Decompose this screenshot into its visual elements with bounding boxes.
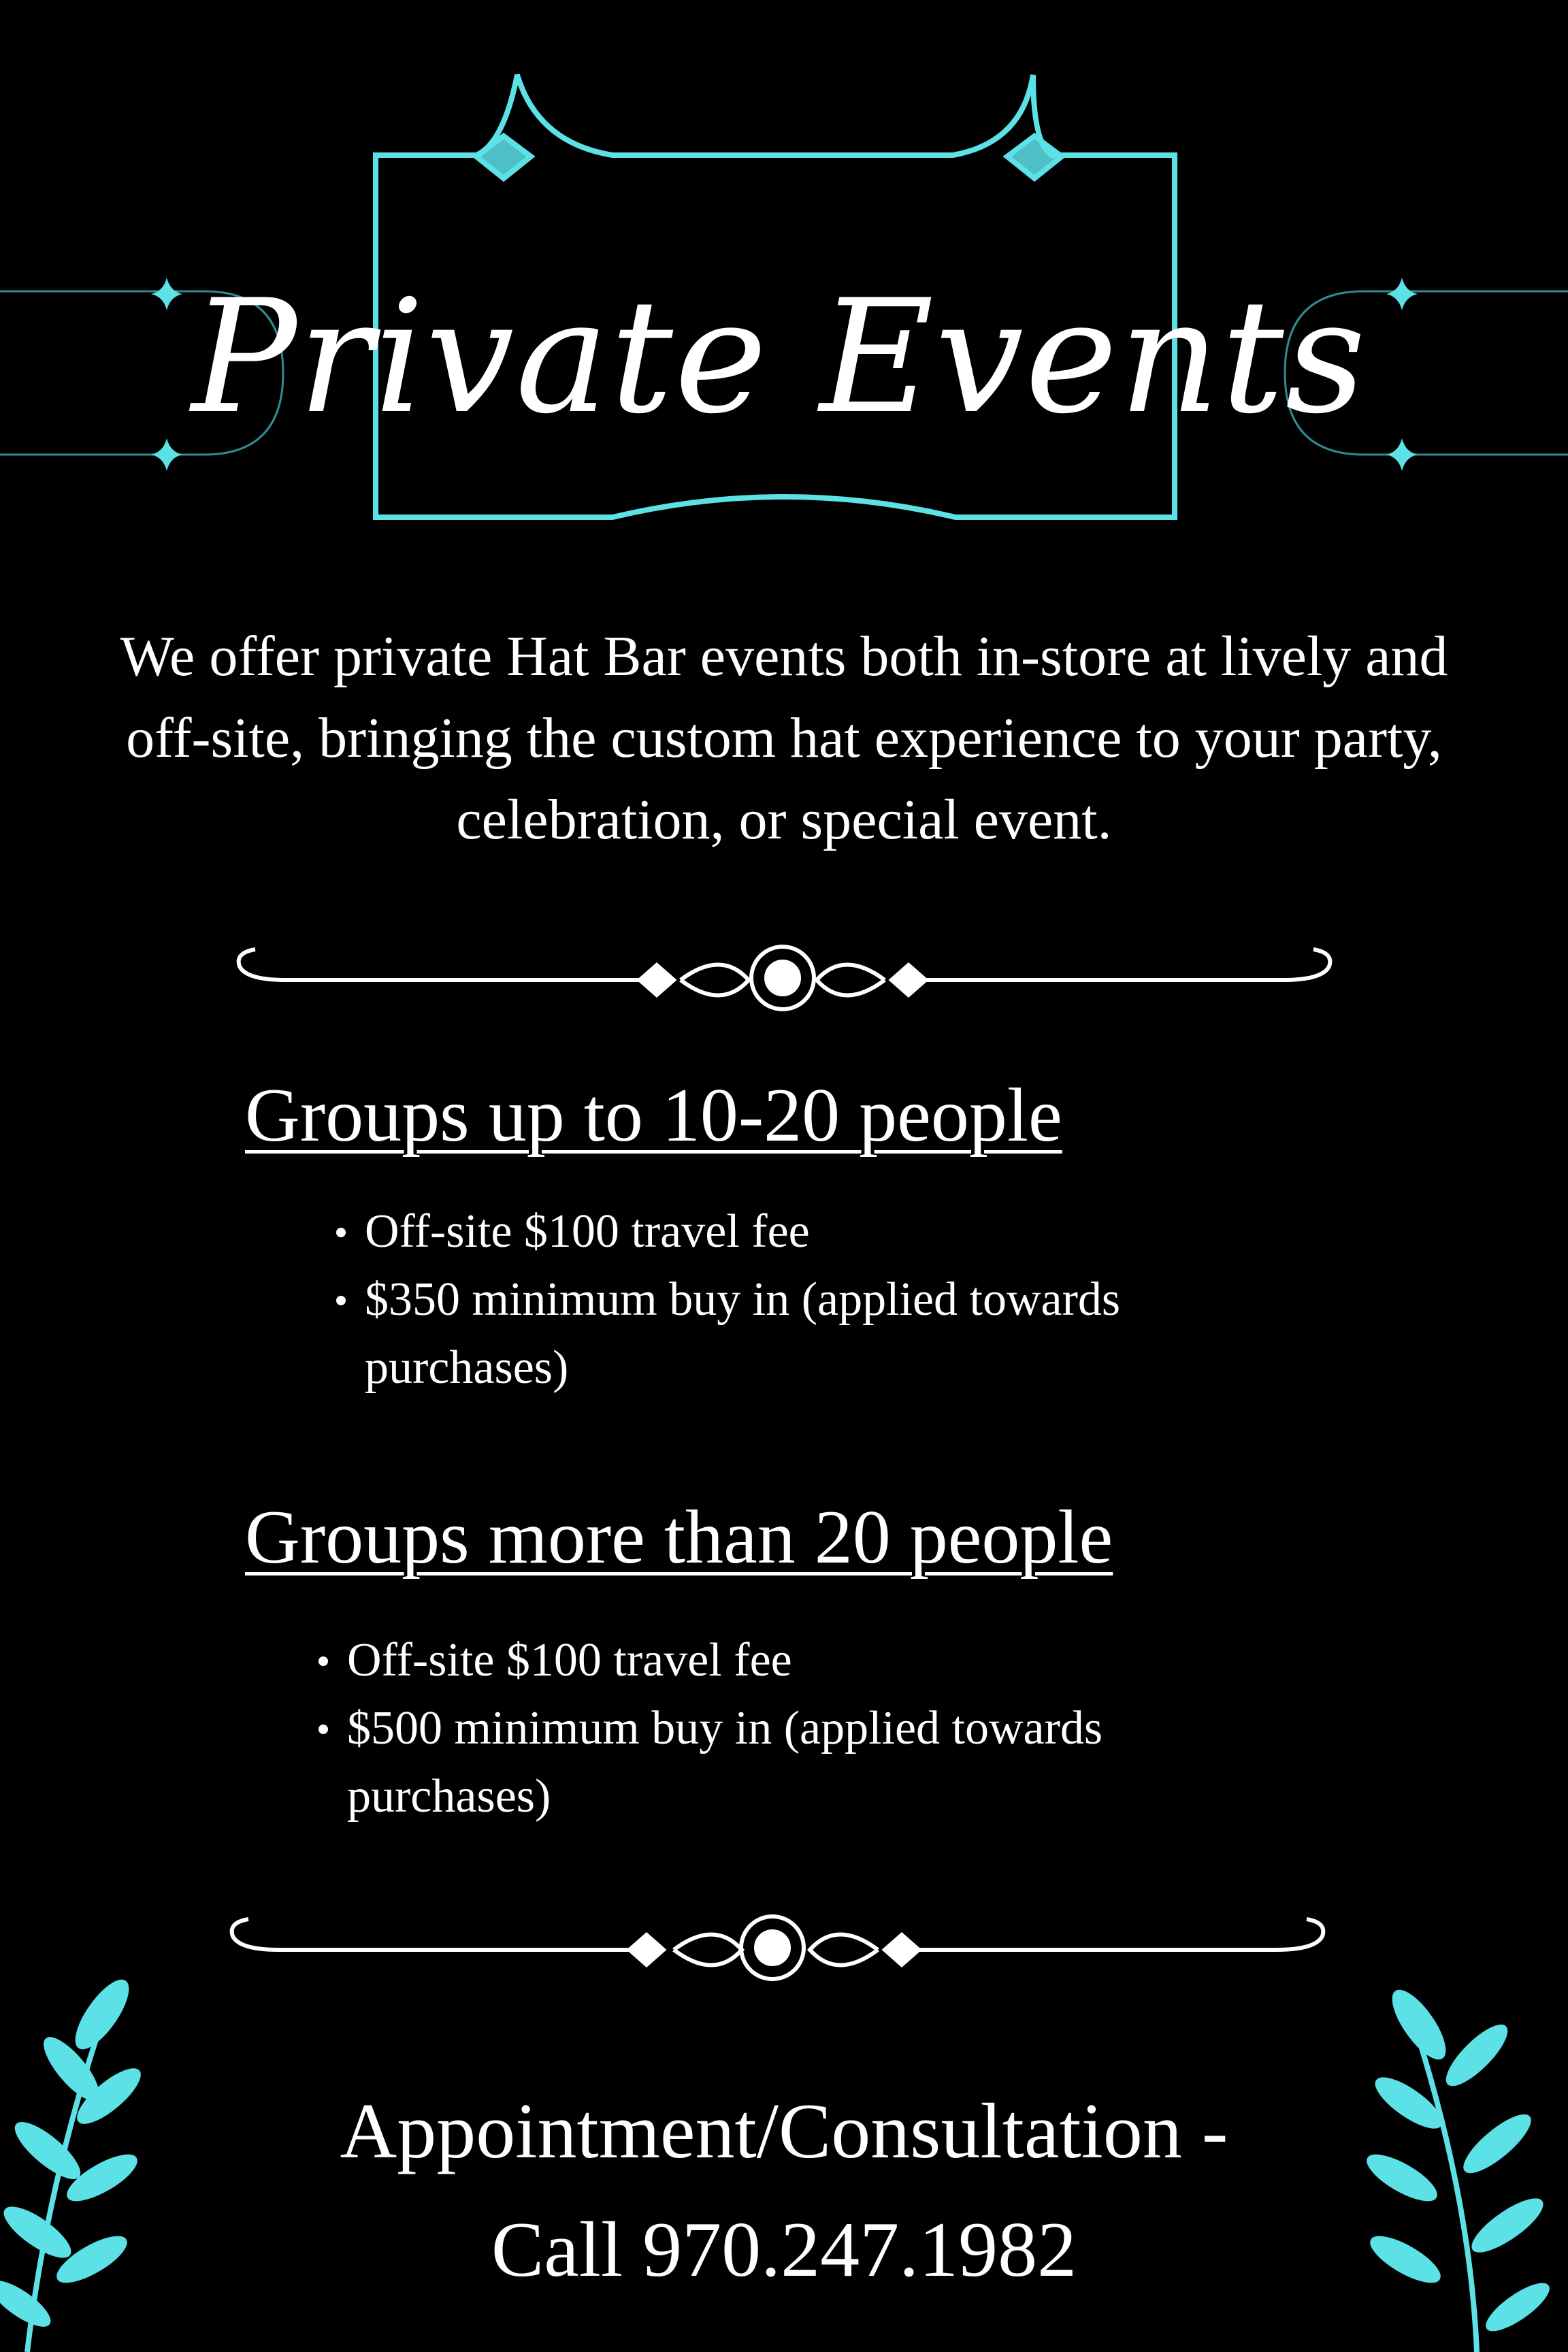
page-title: Private Events [191, 266, 1367, 448]
list-item: $500 minimum buy in (applied towards purchases) [347, 1695, 1300, 1831]
scroll-divider-icon [239, 947, 1330, 1009]
group-large-list [314, 1627, 1300, 1831]
contact-info [82, 2072, 1486, 2309]
list-item: Off-site $100 travel fee [365, 1198, 1318, 1266]
group-heading-large: Groups more than 20 people [245, 1495, 1113, 1580]
scroll-divider-icon [232, 1916, 1324, 1979]
intro-text: We offer private Hat Bar events both in-store at lively and off-site, bringing the custom hat experience to your party, celebration, or special event. [120, 625, 1448, 851]
contact-line-1: Appointment/Consultation - [340, 2088, 1228, 2175]
list-item: Off-site $100 travel fee [347, 1627, 1300, 1695]
contact-phone: Call 970.247.1982 [491, 2206, 1077, 2293]
group-small-list [332, 1198, 1318, 1402]
list-item: $350 minimum buy in (applied towards purchases) [365, 1266, 1318, 1402]
group-heading-small: Groups up to 10-20 people [245, 1073, 1062, 1158]
